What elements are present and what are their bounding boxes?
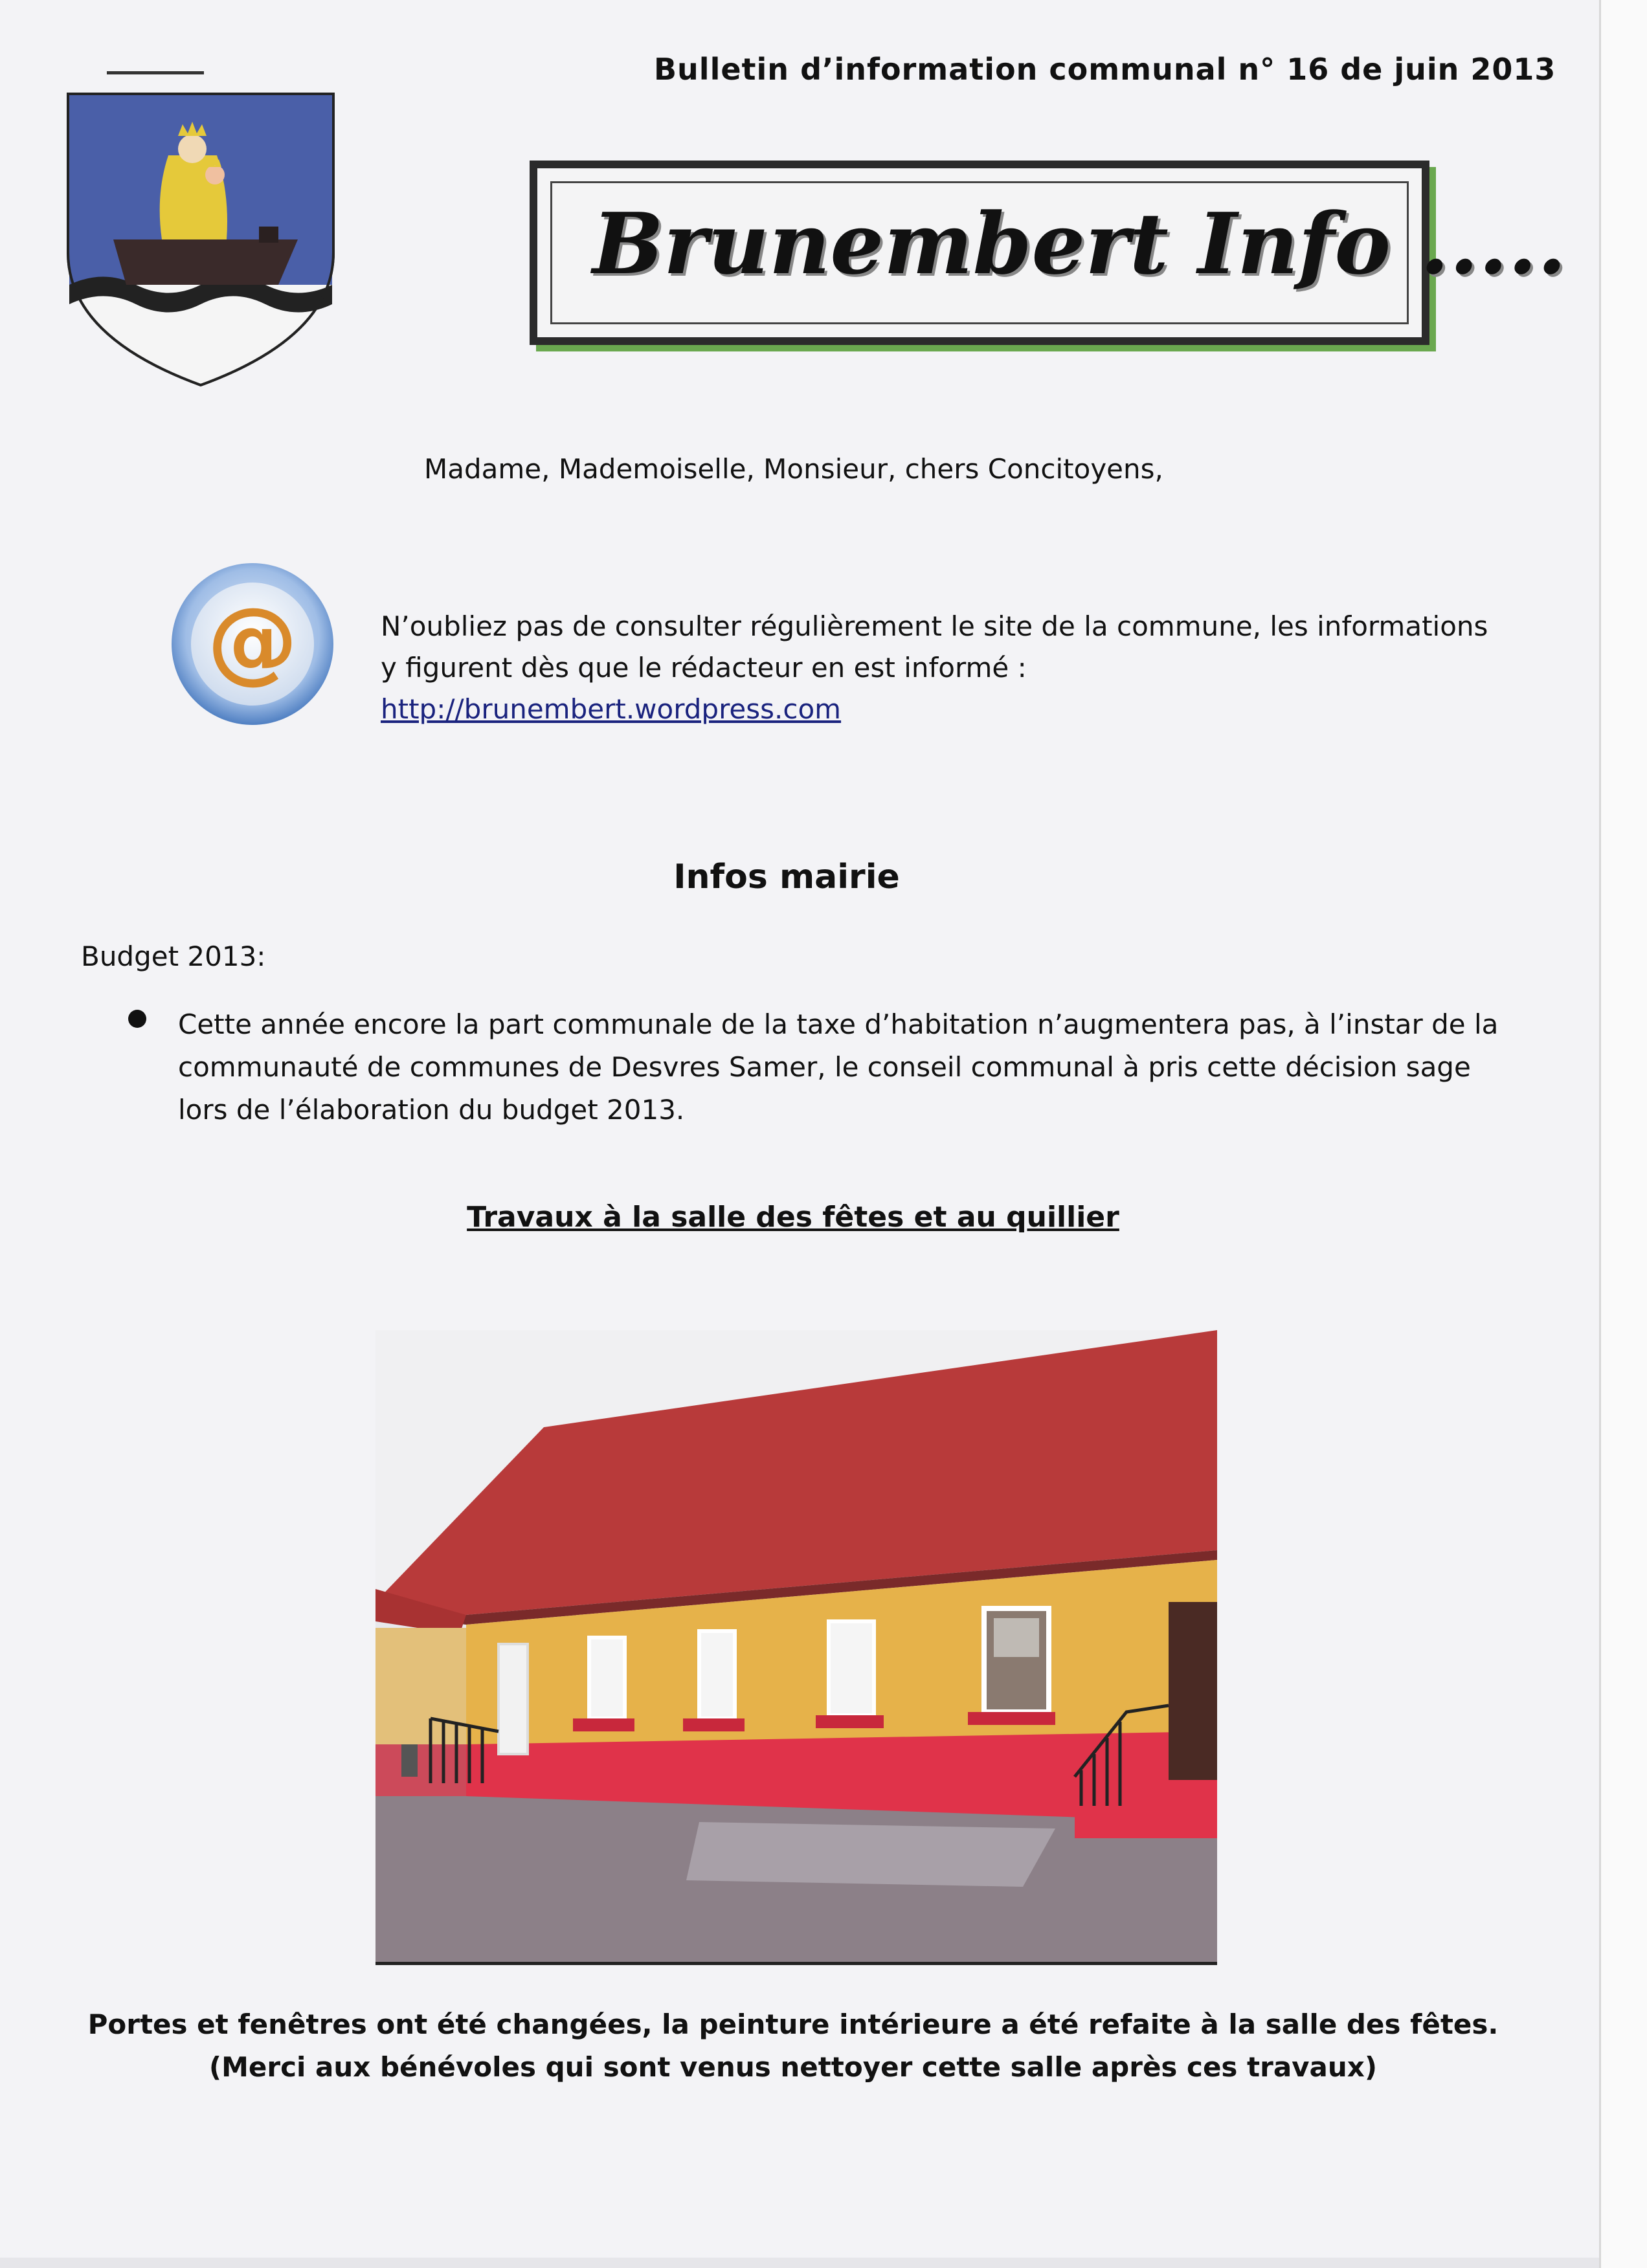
section-title: Infos mairie <box>673 858 900 896</box>
scan-edge <box>1599 0 1647 2268</box>
budget-bullet-text <box>178 1003 1499 1131</box>
village-hall-photo <box>375 1330 1217 1964</box>
bullet-dot <box>128 1010 146 1028</box>
website-link[interactable]: http://brunembert.wordpress.com <box>381 693 842 725</box>
at-sign-icon <box>165 557 340 731</box>
coat-of-arms-icon <box>65 91 337 388</box>
title-banner <box>530 161 1567 345</box>
website-notice <box>381 606 1520 730</box>
website-notice-line-1: N’oubliez pas de consulter régulièrement le site de la commune, les informations <box>381 610 1488 642</box>
greeting: Madame, Mademoiselle, Monsieur, chers Concitoyens, <box>424 453 1163 485</box>
scan-bottom-edge <box>0 2258 1599 2268</box>
caption-line-2: (Merci aux bénévoles qui sont venus nettoyer cette salle après ces travaux) <box>208 2051 1378 2083</box>
photo-caption <box>0 2003 1586 2089</box>
decorative-stroke <box>107 71 204 74</box>
photo-underline <box>375 1962 1217 1965</box>
newsletter-title: Brunembert Info ..... <box>592 194 1567 293</box>
caption-line-1: Portes et fenêtres ont été changées, la peinture intérieure a été refaite à la salle des fêtes. <box>87 2008 1499 2040</box>
svg-text:@: @ <box>207 588 298 694</box>
works-subheading: Travaux à la salle des fêtes et au quillier <box>467 1201 1119 1234</box>
bulletin-header: Bulletin d’information communal n° 16 de juin 2013 <box>654 52 1556 87</box>
bullet-line-2: communauté de communes de Desvres Samer, le conseil communal à pris cette décision sage <box>178 1051 1471 1083</box>
bullet-line-3: lors de l’élaboration du budget 2013. <box>178 1094 685 1126</box>
bullet-line-1: Cette année encore la part communale de la taxe d’habitation n’augmentera pas, à l’instar de la <box>178 1008 1499 1040</box>
website-notice-line-2: y figurent dès que le rédacteur en est informé : <box>381 652 1027 684</box>
budget-label: Budget 2013: <box>81 940 266 972</box>
